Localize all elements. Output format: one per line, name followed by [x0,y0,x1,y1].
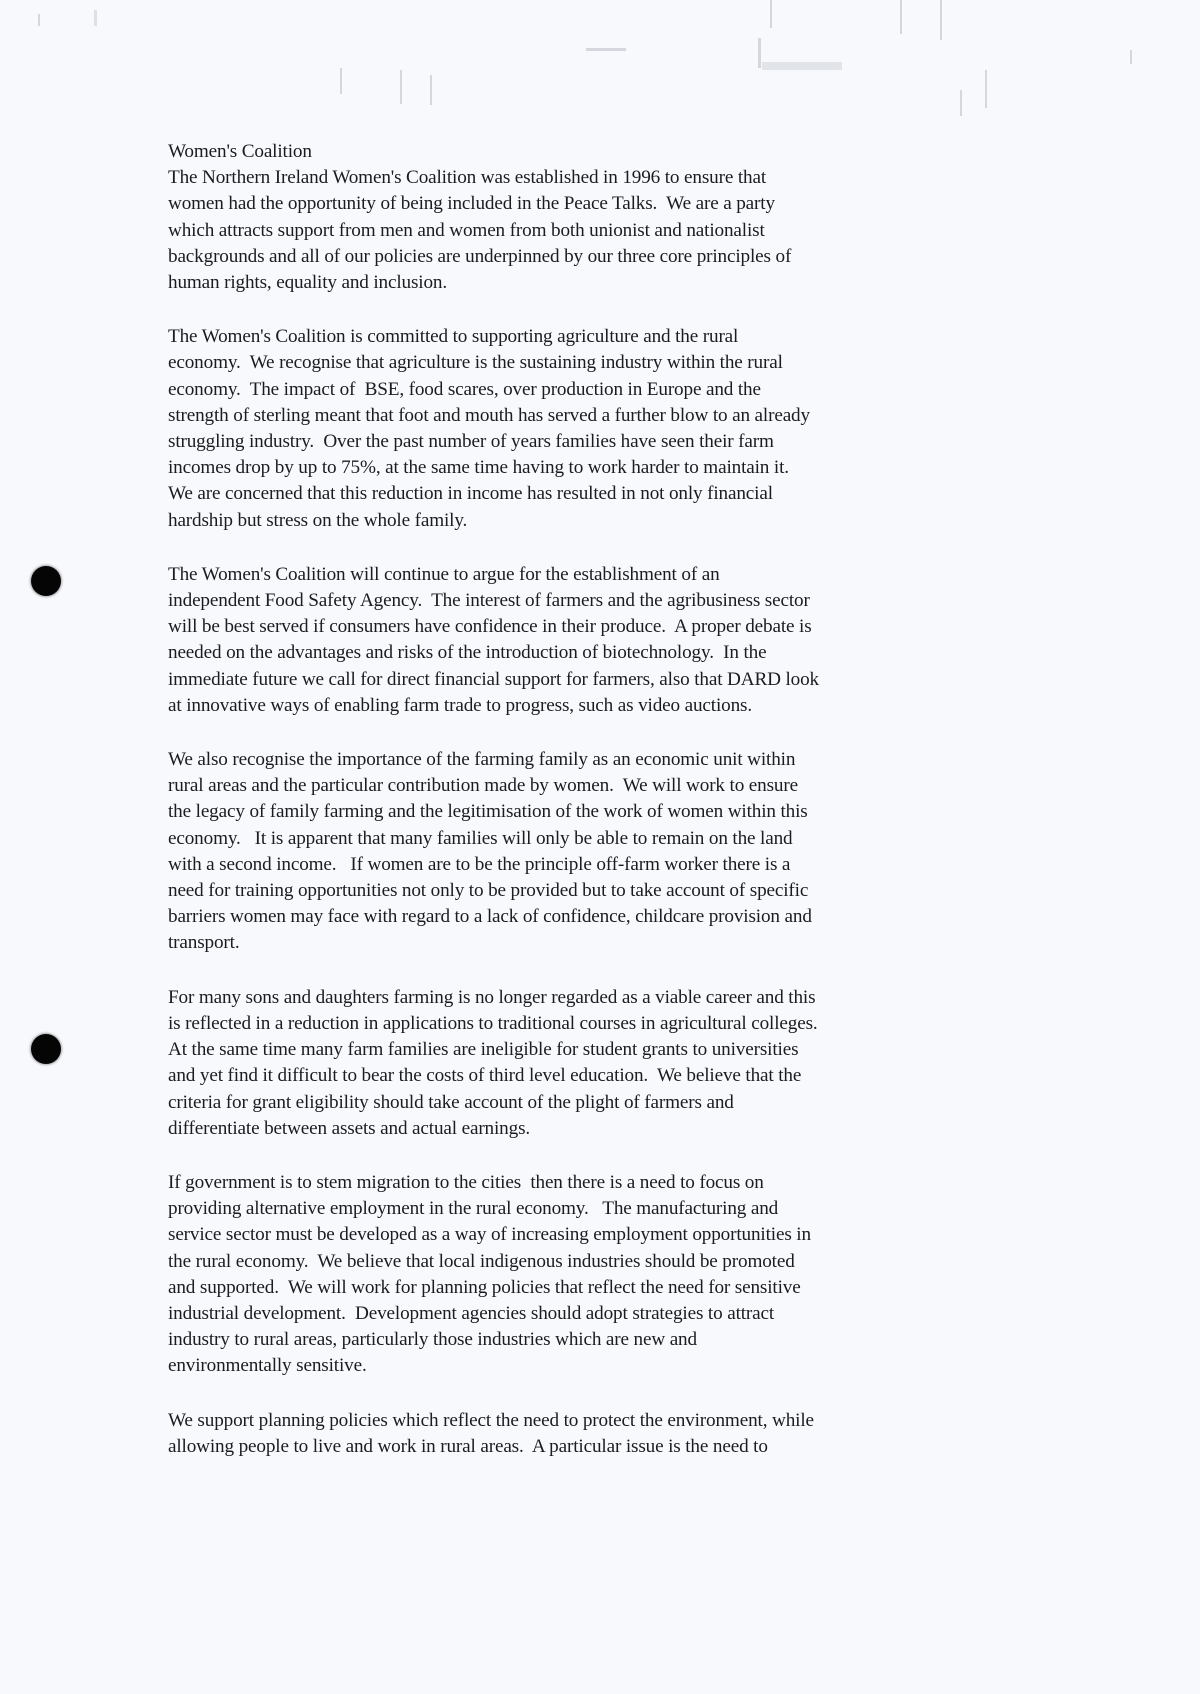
scan-artifact [940,0,942,40]
text-line: economy. We recognise that agriculture is the sustaining industry within the rural [168,352,783,374]
text-line: needed on the advantages and risks of the introduction of biotechnology. In the [168,642,767,664]
text-line: rural areas and the particular contribution made by women. We will work to ensure [168,775,798,797]
text-line: independent Food Safety Agency. The interest of farmers and the agribusiness sector [168,590,810,612]
text-line: For many sons and daughters farming is no longer regarded as a viable career and this [168,986,816,1008]
text-line: We support planning policies which reflect the need to protect the environment, while [168,1409,814,1431]
text-line: human rights, equality and inclusion. [168,272,448,294]
paragraph-employment [168,1170,1028,1380]
text-line: women had the opportunity of being included in the Peace Talks. We are a party [168,193,775,215]
text-line: and supported. We will work for planning policies that reflect the need for sensitive [168,1276,801,1298]
paragraph-planning [168,1408,1028,1460]
text-line: the legacy of family farming and the legitimisation of the work of women within this [168,801,808,823]
text-line: hardship but stress on the whole family. [168,509,468,531]
text-line: backgrounds and all of our policies are underpinned by our three core principles of [168,245,792,267]
scan-artifact [94,10,97,26]
text-line: the rural economy. We believe that local indigenous industries should be promoted [168,1250,795,1272]
text-line: and yet find it difficult to bear the costs of third level education. We believe that the [168,1065,802,1087]
paragraph-agriculture [168,324,1028,534]
text-line: economy. It is apparent that many families will only be able to remain on the land [168,827,793,849]
scan-artifact [38,14,40,26]
punch-hole [31,566,61,596]
document-body [168,139,1028,1488]
text-line: which attracts support from men and women from both unionist and nationalist [168,219,765,241]
text-line: We also recognise the importance of the farming family as an economic unit within [168,749,796,771]
text-line: industry to rural areas, particularly those industries which are new and [168,1329,697,1351]
scan-artifact [758,38,761,68]
text-line: will be best served if consumers have confidence in their produce. A proper debate is [168,616,812,638]
paragraph-education [168,985,1028,1142]
text-line: is reflected in a reduction in applications to traditional courses in agricultural colleges. [168,1012,818,1034]
text-line: differentiate between assets and actual earnings. [168,1117,531,1139]
text-line: The Women's Coalition will continue to argue for the establishment of an [168,563,720,585]
text-line: At the same time many farm families are ineligible for student grants to universities [168,1039,799,1061]
text-line: incomes drop by up to 75%, at the same time having to work harder to maintain it. [168,457,789,479]
text-line: The Northern Ireland Women's Coalition was established in 1996 to ensure that [168,167,767,189]
scan-artifact [900,0,902,34]
scan-artifact [430,75,432,105]
scan-artifact [1130,50,1132,64]
text-line: need for training opportunities not only to be provided but to take account of specific [168,880,809,902]
text-line: industrial development. Development agencies should adopt strategies to attract [168,1302,775,1324]
paragraph-farming-family [168,747,1028,957]
text-line: at innovative ways of enabling farm trade to progress, such as video auctions. [168,694,753,716]
text-line: If government is to stem migration to the cities then there is a need to focus on [168,1171,764,1193]
text-line: with a second income. If women are to be the principle off-farm worker there is a [168,853,791,875]
scan-artifact [770,0,772,28]
scan-artifact [340,68,342,94]
text-line: strength of sterling meant that foot and mouth has served a further blow to an already [168,404,810,426]
text-line: allowing people to live and work in rural areas. A particular issue is the need to [168,1435,768,1457]
scan-artifact [762,62,842,70]
text-line: barriers women may face with regard to a lack of confidence, childcare provision and [168,906,812,928]
text-line: transport. [168,932,240,954]
punch-hole [31,1034,61,1064]
text-line: struggling industry. Over the past number of years families have seen their farm [168,431,774,453]
paragraph-founding [168,165,1028,296]
text-line: service sector must be developed as a way of increasing employment opportunities in [168,1224,811,1246]
scan-artifact [586,48,626,51]
scan-artifact [960,90,962,116]
text-line: We are concerned that this reduction in income has resulted in not only financial [168,483,773,505]
text-line: immediate future we call for direct financial support for farmers, also that DARD look [168,668,819,690]
text-line: The Women's Coalition is committed to supporting agriculture and the rural [168,326,739,348]
scan-artifact [985,70,987,108]
text-line: criteria for grant eligibility should take account of the plight of farmers and [168,1091,734,1113]
paragraph-food-safety [168,562,1028,719]
text-line: economy. The impact of BSE, food scares, over production in Europe and the [168,378,761,400]
text-line: environmentally sensitive. [168,1355,367,1377]
scan-artifact [400,70,402,104]
text-line: providing alternative employment in the rural economy. The manufacturing and [168,1198,779,1220]
document-title: Women's Coalition [168,141,312,162]
